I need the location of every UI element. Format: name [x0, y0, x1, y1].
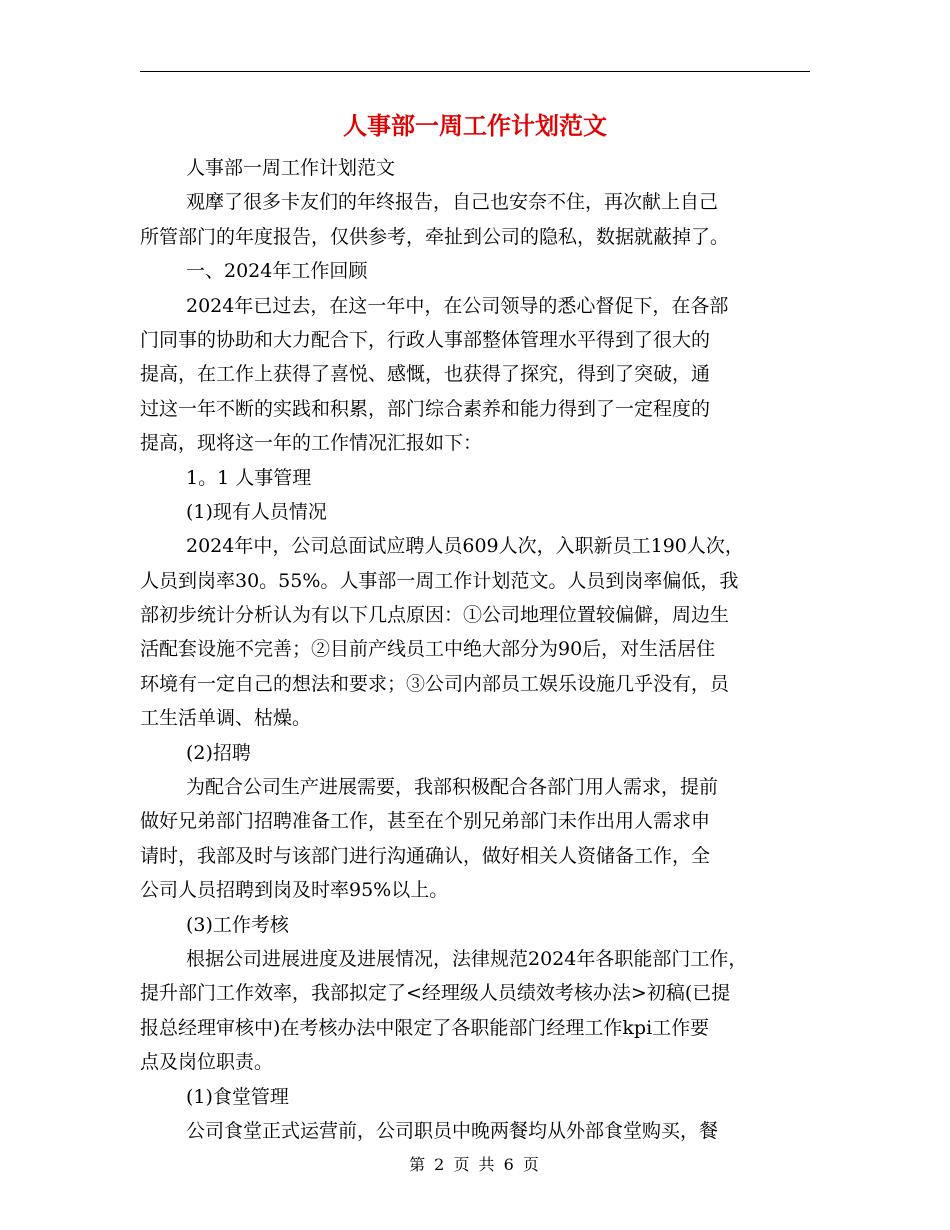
page-number-footer: 第 2 页 共 6 页	[409, 1155, 541, 1174]
body-line: 观摩了很多卡友们的年终报告，自己也安奈不住，再次献上自己	[186, 191, 719, 214]
body-line: 公司食堂正式运营前，公司职员中晚两餐均从外部食堂购买，餐	[186, 1119, 719, 1142]
body-line: 所管部门的年度报告，仅供参考，牵扯到公司的隐私，数据就蔽掉了。	[140, 225, 730, 248]
body-line: 提升部门工作效率，我部拟定了<经理级人员绩效考核办法>初稿(已提	[140, 982, 731, 1005]
body-line: 人员到岗率30。55%。人事部一周工作计划范文。人员到岗率偏低，我	[140, 569, 739, 592]
body-line: 报总经理审核中)在考核办法中限定了各职能部门经理工作kpi工作要	[140, 1016, 710, 1039]
body-line: 工生活单调、枯燥。	[140, 707, 312, 730]
body-line: 人事部一周工作计划范文	[186, 157, 396, 179]
body-line: 请时，我部及时与该部门进行沟通确认，做好相关人资储备工作，全	[140, 844, 711, 867]
body-line: 做好兄弟部门招聘准备工作，甚至在个别兄弟部门未作出用人需求申	[140, 810, 711, 833]
body-line: 部初步统计分析认为有以下几点原因：①公司地理位置较偏僻，周边生	[140, 604, 730, 627]
body-line: 1。1 人事管理	[186, 466, 312, 489]
body-line: 公司人员招聘到岗及时率95%以上。	[140, 879, 449, 902]
body-line: 提高，在工作上获得了喜悦、感慨，也获得了探究，得到了突破，通	[140, 363, 711, 386]
body-line: 点及岗位职责。	[140, 1051, 274, 1074]
body-line: 根据公司进展进度及进展情况，法律规范2024年各职能部门工作，	[186, 947, 748, 970]
document-body	[140, 151, 810, 1148]
document-title: 人事部一周工作计划范文	[343, 111, 607, 140]
body-line: 2024年中，公司总面试应聘人员609人次，入职新员工190人次，	[186, 535, 744, 558]
body-line: 提高，现将这一年的工作情况汇报如下：	[140, 432, 483, 455]
body-line: 2024年已过去，在这一年中，在公司领导的悉心督促下，在各部	[186, 294, 729, 317]
body-line: (2)招聘	[186, 741, 251, 764]
body-line: 过这一年不断的实践和积累，部门综合素养和能力得到了一定程度的	[140, 397, 711, 420]
header-rule	[140, 71, 810, 72]
body-line: 活配套设施不完善；②目前产线员工中绝大部分为90后，对生活居住	[140, 638, 716, 661]
body-line: 门同事的协助和大力配合下，行政人事部整体管理水平得到了很大的	[140, 328, 711, 351]
body-line: 为配合公司生产进展需要，我部积极配合各部门用人需求，提前	[186, 776, 719, 799]
body-line: (1)现有人员情况	[186, 500, 327, 523]
body-line: 环境有一定自己的想法和要求；③公司内部员工娱乐设施几乎没有，员	[140, 672, 730, 695]
body-line: (3)工作考核	[186, 913, 289, 936]
body-line: (1)食堂管理	[186, 1085, 289, 1108]
body-line: 一、2024年工作回顾	[186, 260, 368, 283]
